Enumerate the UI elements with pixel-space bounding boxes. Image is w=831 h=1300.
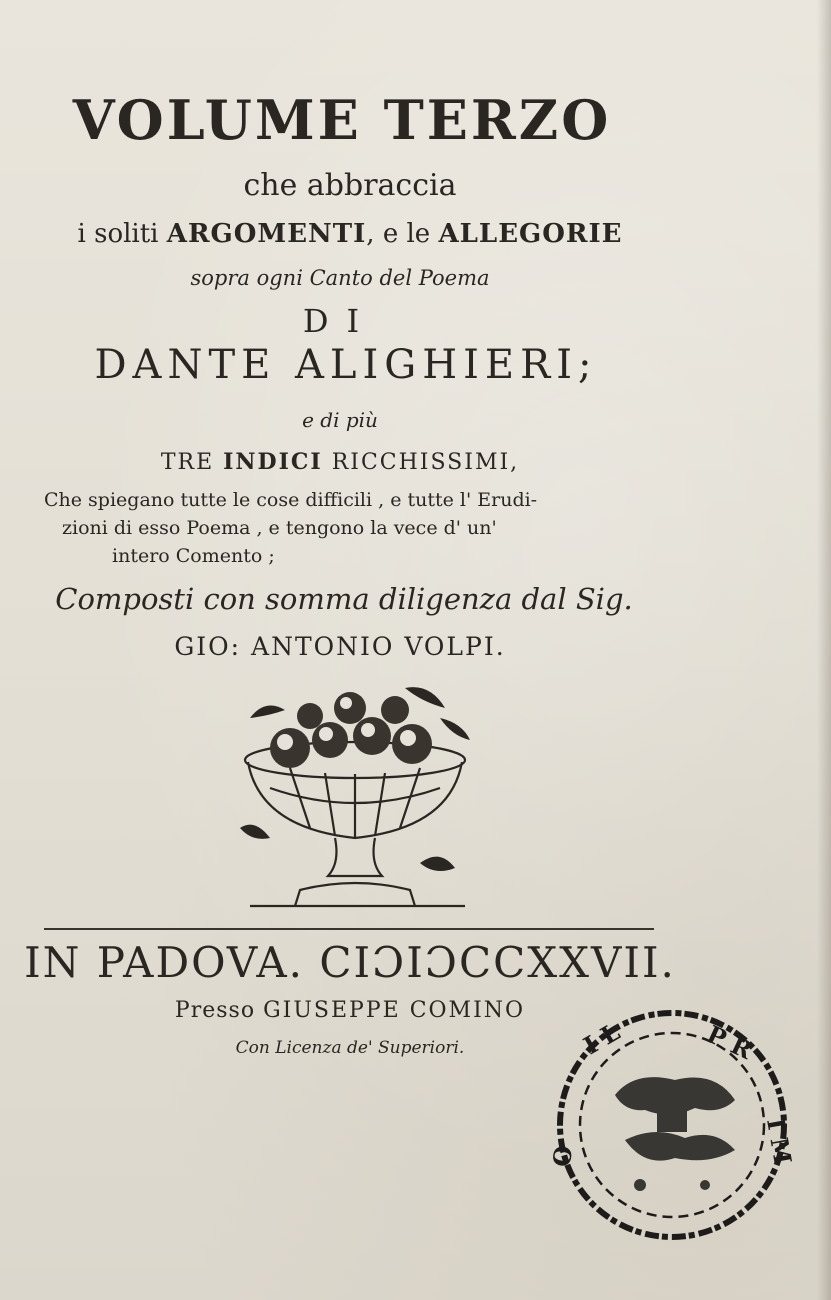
library-stamp (545, 1000, 800, 1250)
svg-text:I L: I L (578, 1016, 625, 1061)
subtitle-line-2 (0, 219, 700, 249)
fruit-basket-icon (230, 678, 480, 913)
description-line-3: intero Comento ; (112, 545, 275, 567)
imprint-place: IN PADOVA. CIƆIƆCCXXVII. (24, 938, 676, 987)
subtitle-text: i soliti (77, 219, 167, 249)
composti-line: Composti con somma diligenza dal Sig. (55, 582, 633, 616)
printer-name: GIUSEPPE COMINO (263, 998, 526, 1023)
description-line-1: Che spiegano tutte le cose difficili , e tutte l' Erudi- (44, 489, 538, 511)
subtitle-line-3: sopra ogni Canto del Poema (190, 266, 490, 290)
divider-rule (44, 928, 654, 930)
subtitle-bold: ALLEGORIE (438, 219, 623, 249)
volume-title: VOLUME TERZO (72, 88, 612, 152)
di-line: DI (302, 302, 378, 340)
indici-text: RICCHISSIMI, (322, 450, 520, 475)
description-line-2: zioni di esso Poema , e tengono la vece d' un' (62, 517, 497, 539)
subtitle-text: , e le (366, 219, 439, 249)
svg-text:O: O (546, 1143, 579, 1170)
edipiu-line: e di più (302, 408, 378, 432)
subtitle-bold: ARGOMENTI (166, 219, 367, 249)
svg-text:P R: P R (702, 1019, 757, 1066)
page-edge-shadow (817, 0, 831, 1300)
svg-text:I M: I M (761, 1116, 798, 1167)
compiler-name: GIO: ANTONIO VOLPI. (174, 632, 506, 661)
indici-line (0, 449, 690, 475)
subtitle-line-1: che abbraccia (243, 168, 457, 203)
indici-bold: INDICI (223, 449, 323, 475)
indici-text: TRE (160, 450, 224, 475)
author-name: DANTE ALIGHIERI; (94, 342, 598, 388)
printer-text: Presso (174, 998, 264, 1023)
licenza-line: Con Licenza de' Superiori. (235, 1038, 465, 1058)
